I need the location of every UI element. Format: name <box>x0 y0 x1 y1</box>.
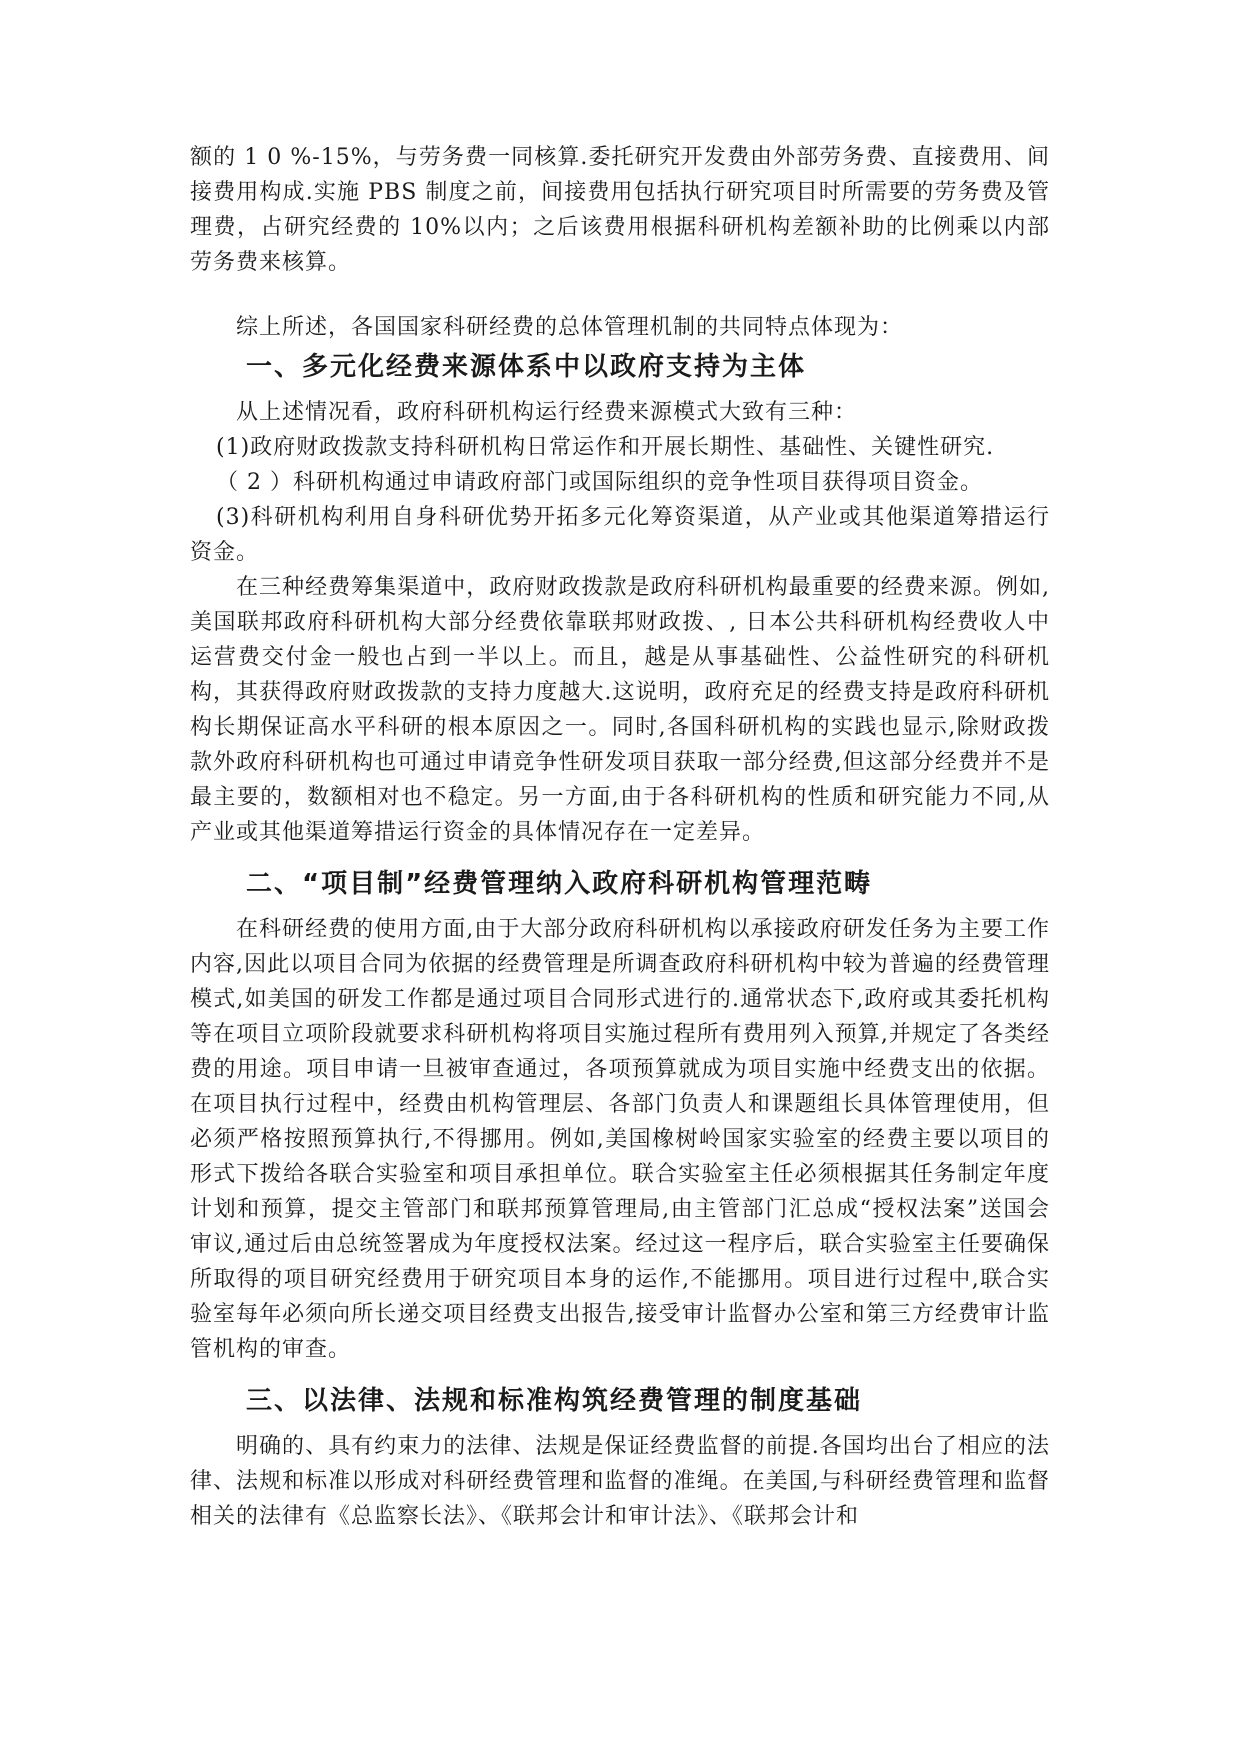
intro-paragraph-2: 综上所述，各国国家科研经费的总体管理机制的共同特点体现为： <box>236 315 904 340</box>
section-1-heading: 一、多元化经费来源体系中以政府支持为主体 <box>246 352 807 382</box>
document-page <box>190 140 1050 1534</box>
section-1-paragraph-2: (1)政府财政拨款支持科研机构日常运作和开展长期性、基础性、关键性研究. <box>216 435 995 460</box>
section-3-paragraph-1: 明确的、具有约束力的法律、法规是保证经费监督的前提.各国均出台了相应的法律、法规和标准以形成对科研经费管理和监督的准绳。在美国,与科研经费管理和监督相关的法律有《总监察长法》、《联邦会计和审计法》、《联邦会计和 <box>190 1434 1050 1529</box>
section-1-paragraph-5: 在三种经费筹集渠道中，政府财政拨款是政府科研机构最重要的经费来源。例如,美国联邦政府科研机构大部分经费依靠联邦财政拨、, 日本公共科研机构经费收人中运营费交付金一般也占到一半以上。而且，越是从事基础性、公益性研究的科研机构，其获得政府财政拨款的支持力度越大.这说明，政府充足的经费支持是政府科研机构长期保证高水平科研的根本原因之一。同时,各国科研机构的实践也显示,除财政拨款外政府科研机构也可通过申请竞争性研发项目获取一部分经费,但这部分经费并不是最主要的，数额相对也不稳定。另一方面,由于各科研机构的性质和研究能力不同,从产业或其他渠道筹措运行资金的具体情况存在一定差异。 <box>190 575 1050 845</box>
section-2-paragraph-1: 在科研经费的使用方面,由于大部分政府科研机构以承接政府研发任务为主要工作内容,因此以项目合同为依据的经费管理是所调查政府科研机构中较为普遍的经费管理模式,如美国的研发工作都是通过项目合同形式进行的.通常状态下,政府或其委托机构等在项目立项阶段就要求科研机构将项目实施过程所有费用列入预算,并规定了各类经费的用途。项目申请一旦被审查通过，各项预算就成为项目实施中经费支出的依据。在项目执行过程中，经费由机构管理层、各部门负责人和课题组长具体管理使用，但必须严格按照预算执行,不得挪用。例如,美国橡树岭国家实验室的经费主要以项目的形式下拨给各联合实验室和项目承担单位。联合实验室主任必须根据其任务制定年度计划和预算，提交主管部门和联邦预算管理局,由主管部门汇总成“授权法案”送国会审议,通过后由总统签署成为年度授权法案。经过这一程序后，联合实验室主任要确保所取得的项目研究经费用于研究项目本身的运作,不能挪用。项目进行过程中,联合实验室每年必须向所长递交项目经费支出报告,接受审计监督办公室和第三方经费审计监管机构的审查。 <box>190 917 1050 1362</box>
section-1-paragraph-4: (3)科研机构利用自身科研优势开拓多元化筹资渠道，从产业或其他渠道筹措运行资金。 <box>190 505 1050 565</box>
section-1-paragraph-1: 从上述情况看，政府科研机构运行经费来源模式大致有三种： <box>236 400 858 425</box>
section-3-heading: 三、以法律、法规和标准构筑经费管理的制度基础 <box>246 1386 863 1416</box>
intro-paragraph-1: 额的 1 0 %-15%，与劳务费一同核算.委托研究开发费由外部劳务费、直接费用、间接费用构成.实施 PBS 制度之前，间接费用包括执行研究项目时所需要的劳务费及管理费，占研究经费的 10%以内；之后该费用根据科研机构差额补助的比例乘以内部劳务费来核算。 <box>190 145 1050 275</box>
section-2-heading: 二、“项目制”经费管理纳入政府科研机构管理范畴 <box>246 869 873 899</box>
section-1-paragraph-3: （ 2 ）科研机构通过申请政府部门或国际组织的竞争性项目获得项目资金。 <box>216 470 983 495</box>
